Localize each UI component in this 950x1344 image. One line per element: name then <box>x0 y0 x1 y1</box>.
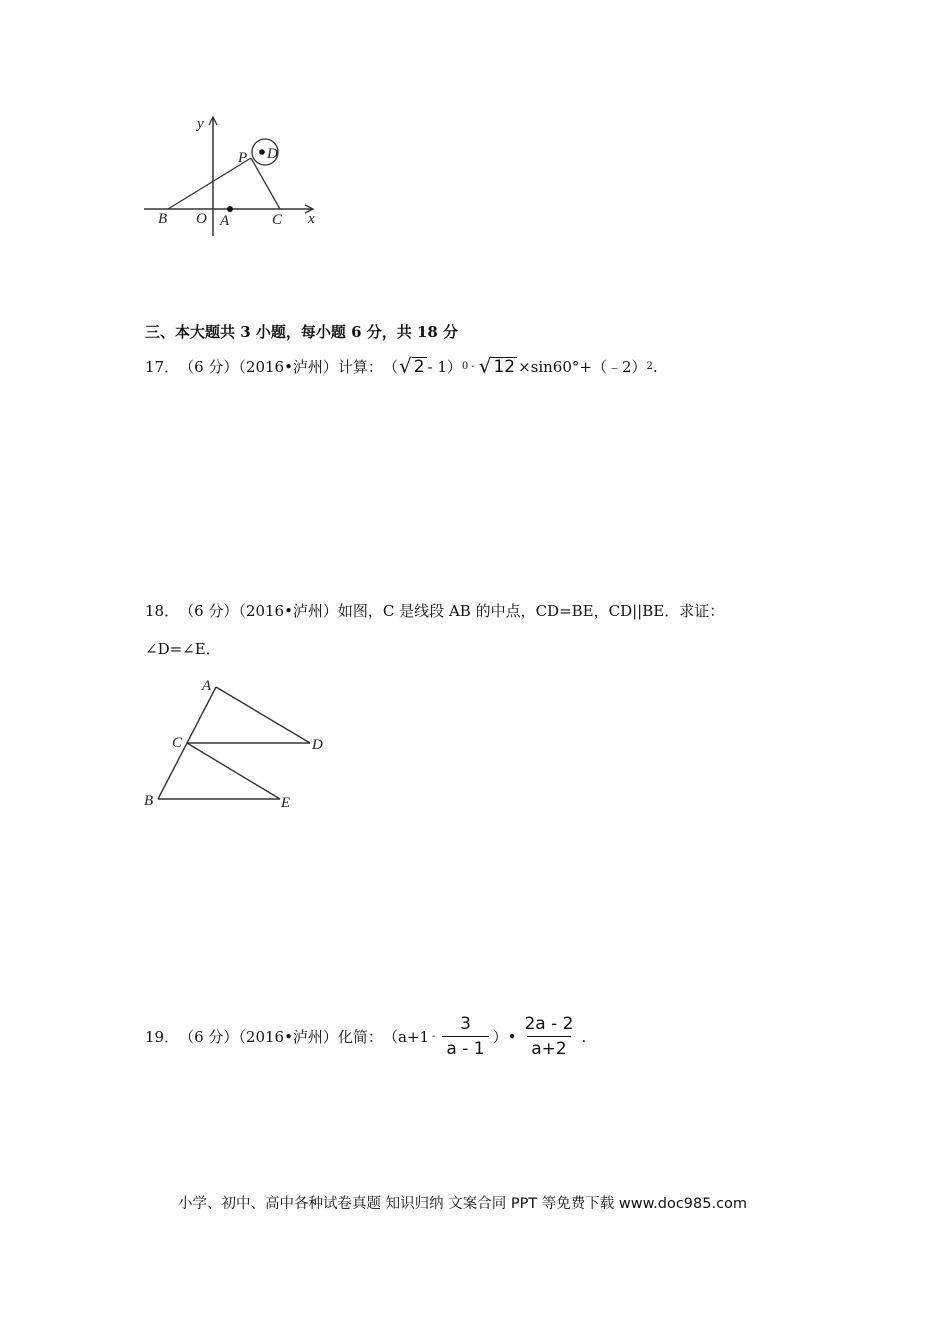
label-C: C <box>172 735 183 751</box>
q17-meta: （6 分）（2016•泸州）计算： <box>179 358 383 376</box>
label-A: A <box>220 213 230 229</box>
label-B: B <box>158 211 168 227</box>
footer-ad-text: 小学、初中、高中各种试卷真题 知识归纳 文案合同 PPT 等免费下载 www.doc985.com <box>178 1196 748 1212</box>
question-18 <box>145 600 724 621</box>
label-B: B <box>144 793 154 809</box>
coordinate-figure <box>140 110 330 240</box>
point-A <box>227 206 233 212</box>
q19-period: . <box>581 1027 587 1046</box>
radical-sign: √ <box>478 354 492 378</box>
q17-minus-one: - 1） <box>427 358 462 376</box>
segment-AD <box>216 687 310 743</box>
section-heading: 三、本大题共 3 小题，每小题 6 分，共 18 分 <box>145 323 459 341</box>
sqrt-12 <box>479 356 517 377</box>
q17-number: 17． <box>145 358 180 376</box>
label-O: O <box>196 211 207 227</box>
question-17 <box>145 356 658 377</box>
label-A: A <box>202 678 212 694</box>
question-19 <box>145 1014 586 1059</box>
q17-period: . <box>652 357 658 376</box>
label-E: E <box>281 795 291 811</box>
sqrt-2 <box>399 356 427 377</box>
q17-exponent-2: 2 <box>646 361 653 372</box>
segment-CE <box>187 743 280 799</box>
q18-number: 18． <box>145 602 180 620</box>
label-C: C <box>272 212 283 228</box>
q19-paren-close: ）• <box>492 1028 517 1046</box>
q17-rest: ×sin60°+（﹣2） <box>518 358 647 376</box>
radicand-12: 12 <box>493 357 516 377</box>
triangle-figure <box>140 675 340 815</box>
fraction-denominator: a - 1 <box>442 1036 488 1059</box>
radical-sign: √ <box>398 354 412 378</box>
q17-paren-open: （ <box>382 358 398 376</box>
q19-number: 19． <box>145 1028 180 1046</box>
segment-PC <box>251 158 280 209</box>
fraction-numerator: 2a - 2 <box>524 1014 574 1034</box>
label-x: x <box>308 211 315 227</box>
q17-minus: - <box>471 361 475 372</box>
point-D <box>259 149 265 155</box>
fraction-denominator: a+2 <box>527 1036 570 1059</box>
q18-prove-statement: ∠D=∠E． <box>145 640 221 658</box>
label-D: D <box>312 737 323 753</box>
fraction-numerator: 3 <box>460 1014 471 1034</box>
q19-minus: - <box>432 1031 436 1042</box>
question-18-line2 <box>145 638 221 659</box>
radicand-2: 2 <box>413 357 425 377</box>
q19-meta: （6 分）（2016•泸州）化简： <box>179 1028 383 1046</box>
q18-text: （6 分）（2016•泸州）如图，C 是线段 AB 的中点，CD=BE，CD||BE．求证： <box>179 602 725 620</box>
label-P: P <box>238 150 248 166</box>
label-y: y <box>197 116 204 132</box>
fraction-2a-minus-2-over-a-plus-2 <box>520 1014 577 1059</box>
label-D: D <box>267 146 278 162</box>
q17-exponent-0: 0 <box>461 361 469 372</box>
q19-paren-open: （a+1 <box>382 1028 429 1046</box>
fraction-3-over-a-minus-1 <box>442 1014 488 1059</box>
